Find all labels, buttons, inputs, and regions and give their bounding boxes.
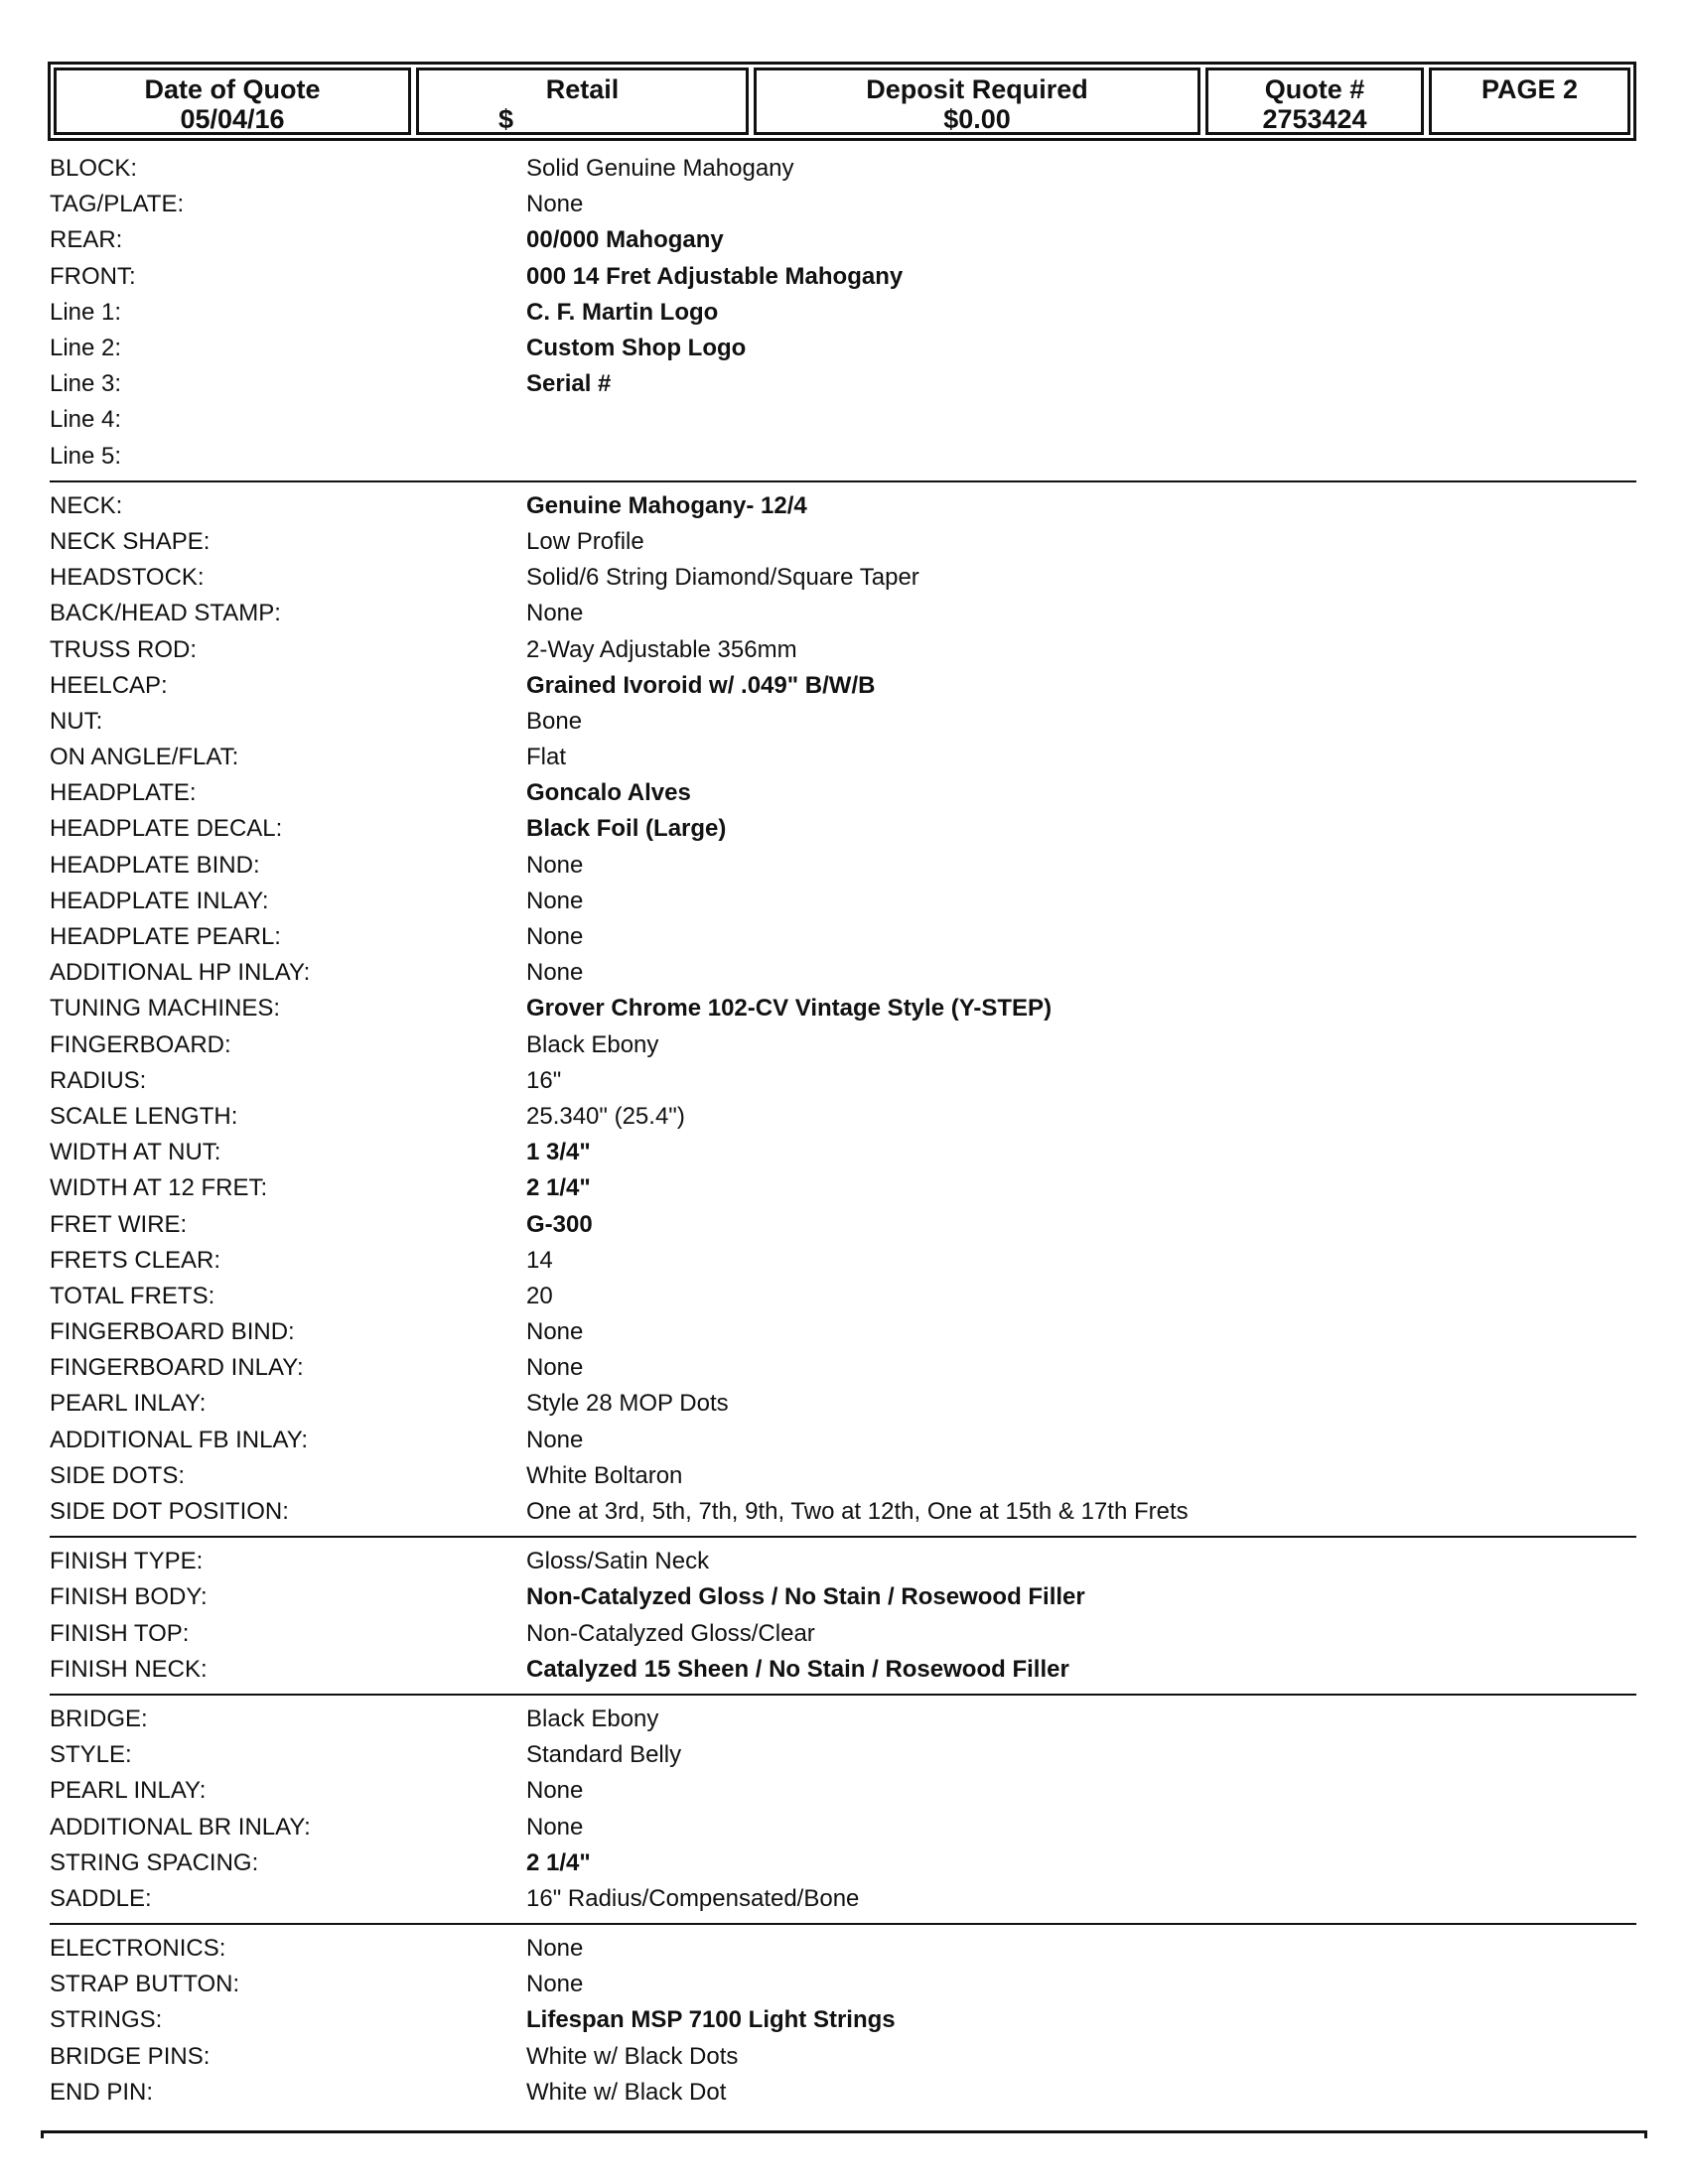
spec-label: HEELCAP: xyxy=(50,671,168,699)
spec-label: END PIN: xyxy=(50,2078,154,2106)
spec-row xyxy=(50,402,1638,438)
spec-value: None xyxy=(526,1426,584,1453)
spec-label: TOTAL FRETS: xyxy=(50,1282,215,1309)
quote-header xyxy=(48,62,1636,141)
spec-label: RADIUS: xyxy=(50,1066,147,1094)
spec-row xyxy=(50,704,1638,740)
spec-row xyxy=(50,331,1638,366)
spec-row xyxy=(50,1243,1638,1279)
retail-value: $ xyxy=(498,104,514,134)
deposit-cell xyxy=(754,68,1200,135)
spec-row xyxy=(50,1881,1638,1917)
spec-label: TAG/PLATE: xyxy=(50,191,185,218)
section-divider xyxy=(50,1923,1636,1925)
spec-row xyxy=(50,1967,1638,2002)
spec-row xyxy=(50,1845,1638,1881)
spec-row xyxy=(50,1773,1638,1809)
date-of-quote-label: Date of Quote xyxy=(144,74,321,104)
spec-label: FRETS CLEAR: xyxy=(50,1246,221,1274)
spec-row xyxy=(50,1206,1638,1242)
spec-value: Solid/6 String Diamond/Square Taper xyxy=(526,564,919,592)
spec-label: HEADPLATE BIND: xyxy=(50,851,260,879)
spec-row xyxy=(50,1737,1638,1773)
quote-number-value: 2753424 xyxy=(1262,104,1367,134)
spec-row xyxy=(50,439,1638,475)
spec-label: HEADPLATE INLAY: xyxy=(50,887,269,914)
section-divider xyxy=(50,1536,1636,1538)
spec-label: ADDITIONAL BR INLAY: xyxy=(50,1813,311,1841)
spec-row xyxy=(50,222,1638,258)
spec-value: Non-Catalyzed Gloss/Clear xyxy=(526,1619,815,1647)
spec-value: Non-Catalyzed Gloss / No Stain / Rosewood Filler xyxy=(526,1583,1085,1611)
spec-label: STRAP BUTTON: xyxy=(50,1971,240,1998)
spec-row xyxy=(50,1350,1638,1386)
spec-row xyxy=(50,775,1638,811)
retail-cell xyxy=(416,68,749,135)
spec-label: FINISH NECK: xyxy=(50,1655,208,1683)
spec-value: White Boltaron xyxy=(526,1461,683,1489)
spec-value: Lifespan MSP 7100 Light Strings xyxy=(526,2006,896,2034)
spec-value: 1 3/4" xyxy=(526,1139,591,1166)
spec-label: Line 1: xyxy=(50,298,122,326)
spec-row xyxy=(50,295,1638,331)
spec-value: Custom Shop Logo xyxy=(526,335,747,362)
spec-label: REAR: xyxy=(50,226,123,254)
spec-label: WIDTH AT 12 FRET: xyxy=(50,1174,268,1202)
spec-value: None xyxy=(526,1777,584,1805)
spec-row xyxy=(50,1314,1638,1350)
spec-value: None xyxy=(526,1813,584,1841)
spec-row xyxy=(50,596,1638,631)
spec-value: Serial # xyxy=(526,370,612,398)
spec-label: NUT: xyxy=(50,707,103,735)
spec-label: FINISH TYPE: xyxy=(50,1548,204,1575)
spec-row xyxy=(50,187,1638,222)
spec-row xyxy=(50,668,1638,704)
spec-value: 20 xyxy=(526,1282,553,1309)
spec-value: 25.340" (25.4") xyxy=(526,1102,685,1130)
spec-label: SIDE DOT POSITION: xyxy=(50,1498,289,1526)
spec-row xyxy=(50,740,1638,775)
deposit-value: $0.00 xyxy=(943,104,1011,134)
spec-row xyxy=(50,1063,1638,1099)
spec-label: TUNING MACHINES: xyxy=(50,995,281,1023)
spec-label: Line 4: xyxy=(50,406,122,434)
spec-row xyxy=(50,151,1638,187)
spec-label: ELECTRONICS: xyxy=(50,1935,226,1963)
spec-value: White w/ Black Dots xyxy=(526,2042,739,2070)
spec-value: 2 1/4" xyxy=(526,1848,591,1876)
spec-row xyxy=(50,1279,1638,1314)
spec-value: Solid Genuine Mahogany xyxy=(526,155,794,183)
spec-label: ON ANGLE/FLAT: xyxy=(50,744,239,771)
spec-row xyxy=(50,991,1638,1026)
spec-value: One at 3rd, 5th, 7th, 9th, Two at 12th, One at 15th & 17th Frets xyxy=(526,1498,1189,1526)
spec-row xyxy=(50,1386,1638,1422)
spec-row xyxy=(50,811,1638,847)
spec-row xyxy=(50,1099,1638,1135)
spec-label: TRUSS ROD: xyxy=(50,635,198,663)
spec-label: SIDE DOTS: xyxy=(50,1461,186,1489)
spec-label: PEARL INLAY: xyxy=(50,1777,207,1805)
spec-row xyxy=(50,524,1638,560)
spec-value: G-300 xyxy=(526,1210,593,1238)
spec-value: Black Ebony xyxy=(526,1705,659,1732)
section-divider xyxy=(50,480,1636,482)
spec-value: 16" Radius/Compensated/Bone xyxy=(526,1884,860,1912)
spec-value: None xyxy=(526,851,584,879)
spec-list xyxy=(50,151,1638,2111)
spec-label: FINISH TOP: xyxy=(50,1619,190,1647)
spec-value: None xyxy=(526,1318,584,1346)
spec-value: Low Profile xyxy=(526,527,644,555)
spec-value: None xyxy=(526,1935,584,1963)
spec-row xyxy=(50,2002,1638,2038)
spec-label: HEADSTOCK: xyxy=(50,564,205,592)
page-number-cell xyxy=(1429,68,1630,135)
spec-row xyxy=(50,1494,1638,1530)
spec-row xyxy=(50,1544,1638,1579)
spec-row xyxy=(50,1702,1638,1737)
spec-label: BRIDGE PINS: xyxy=(50,2042,211,2070)
spec-row xyxy=(50,560,1638,596)
spec-row xyxy=(50,2075,1638,2111)
spec-label: ADDITIONAL FB INLAY: xyxy=(50,1426,309,1453)
spec-label: ADDITIONAL HP INLAY: xyxy=(50,959,311,987)
spec-label: FINGERBOARD INLAY: xyxy=(50,1354,304,1382)
footer-divider xyxy=(44,2130,1644,2133)
spec-label: HEADPLATE DECAL: xyxy=(50,815,283,843)
spec-label: NECK: xyxy=(50,491,123,519)
page-number-label: PAGE 2 xyxy=(1480,74,1579,104)
spec-label: FINISH BODY: xyxy=(50,1583,208,1611)
spec-value: 2 1/4" xyxy=(526,1174,591,1202)
spec-value: None xyxy=(526,1971,584,1998)
spec-label: SCALE LENGTH: xyxy=(50,1102,238,1130)
date-of-quote-cell xyxy=(54,68,411,135)
spec-row xyxy=(50,1809,1638,1844)
spec-row xyxy=(50,1616,1638,1652)
spec-row xyxy=(50,631,1638,667)
spec-value: None xyxy=(526,887,584,914)
spec-value: None xyxy=(526,191,584,218)
spec-value: Black Ebony xyxy=(526,1030,659,1058)
spec-row xyxy=(50,259,1638,295)
spec-value: Genuine Mahogany- 12/4 xyxy=(526,491,807,519)
spec-label: HEADPLATE: xyxy=(50,779,197,807)
spec-row xyxy=(50,1652,1638,1688)
spec-value: None xyxy=(526,923,584,951)
spec-row xyxy=(50,488,1638,524)
spec-value: Style 28 MOP Dots xyxy=(526,1390,729,1418)
spec-row xyxy=(50,884,1638,919)
spec-label: STRING SPACING: xyxy=(50,1848,259,1876)
spec-label: Line 2: xyxy=(50,335,122,362)
quote-number-cell xyxy=(1205,68,1424,135)
spec-row xyxy=(50,366,1638,402)
spec-value: 14 xyxy=(526,1246,553,1274)
spec-value: Black Foil (Large) xyxy=(526,815,727,843)
spec-value: White w/ Black Dot xyxy=(526,2078,727,2106)
spec-label: BACK/HEAD STAMP: xyxy=(50,600,281,627)
spec-value: Flat xyxy=(526,744,567,771)
spec-value: None xyxy=(526,1354,584,1382)
spec-row xyxy=(50,955,1638,991)
spec-row xyxy=(50,919,1638,955)
spec-value: Grover Chrome 102-CV Vintage Style (Y-STEP) xyxy=(526,995,1053,1023)
spec-value: 00/000 Mahogany xyxy=(526,226,724,254)
spec-label: HEADPLATE PEARL: xyxy=(50,923,281,951)
spec-label: FINGERBOARD: xyxy=(50,1030,231,1058)
spec-row xyxy=(50,1135,1638,1170)
spec-row xyxy=(50,1423,1638,1458)
spec-label: NECK SHAPE: xyxy=(50,527,211,555)
deposit-label: Deposit Required xyxy=(866,74,1088,104)
spec-value: 000 14 Fret Adjustable Mahogany xyxy=(526,262,904,290)
spec-label: SADDLE: xyxy=(50,1884,152,1912)
spec-row xyxy=(50,848,1638,884)
spec-value: Standard Belly xyxy=(526,1741,682,1769)
spec-label: Line 5: xyxy=(50,442,122,470)
date-of-quote-value: 05/04/16 xyxy=(180,104,285,134)
spec-value: C. F. Martin Logo xyxy=(526,298,719,326)
spec-label: FRET WIRE: xyxy=(50,1210,188,1238)
spec-label: BLOCK: xyxy=(50,155,138,183)
spec-row xyxy=(50,1027,1638,1063)
spec-value: None xyxy=(526,600,584,627)
spec-label: PEARL INLAY: xyxy=(50,1390,207,1418)
spec-value: Catalyzed 15 Sheen / No Stain / Rosewood Filler xyxy=(526,1655,1069,1683)
spec-value: Grained Ivoroid w/ .049" B/W/B xyxy=(526,671,876,699)
spec-value: Goncalo Alves xyxy=(526,779,691,807)
quote-number-label: Quote # xyxy=(1264,74,1365,104)
spec-value: Gloss/Satin Neck xyxy=(526,1548,710,1575)
spec-label: FINGERBOARD BIND: xyxy=(50,1318,295,1346)
spec-label: WIDTH AT NUT: xyxy=(50,1139,221,1166)
spec-row xyxy=(50,1579,1638,1615)
spec-value: None xyxy=(526,959,584,987)
spec-row xyxy=(50,1458,1638,1494)
spec-label: STRINGS: xyxy=(50,2006,163,2034)
retail-label: Retail xyxy=(545,74,620,104)
spec-value: 16" xyxy=(526,1066,562,1094)
spec-label: STYLE: xyxy=(50,1741,132,1769)
spec-value: Bone xyxy=(526,707,583,735)
spec-row xyxy=(50,1931,1638,1967)
spec-row xyxy=(50,1170,1638,1206)
section-divider xyxy=(50,1694,1636,1696)
spec-label: FRONT: xyxy=(50,262,136,290)
spec-value: 2-Way Adjustable 356mm xyxy=(526,635,797,663)
spec-label: Line 3: xyxy=(50,370,122,398)
spec-row xyxy=(50,2039,1638,2075)
spec-label: BRIDGE: xyxy=(50,1705,148,1732)
